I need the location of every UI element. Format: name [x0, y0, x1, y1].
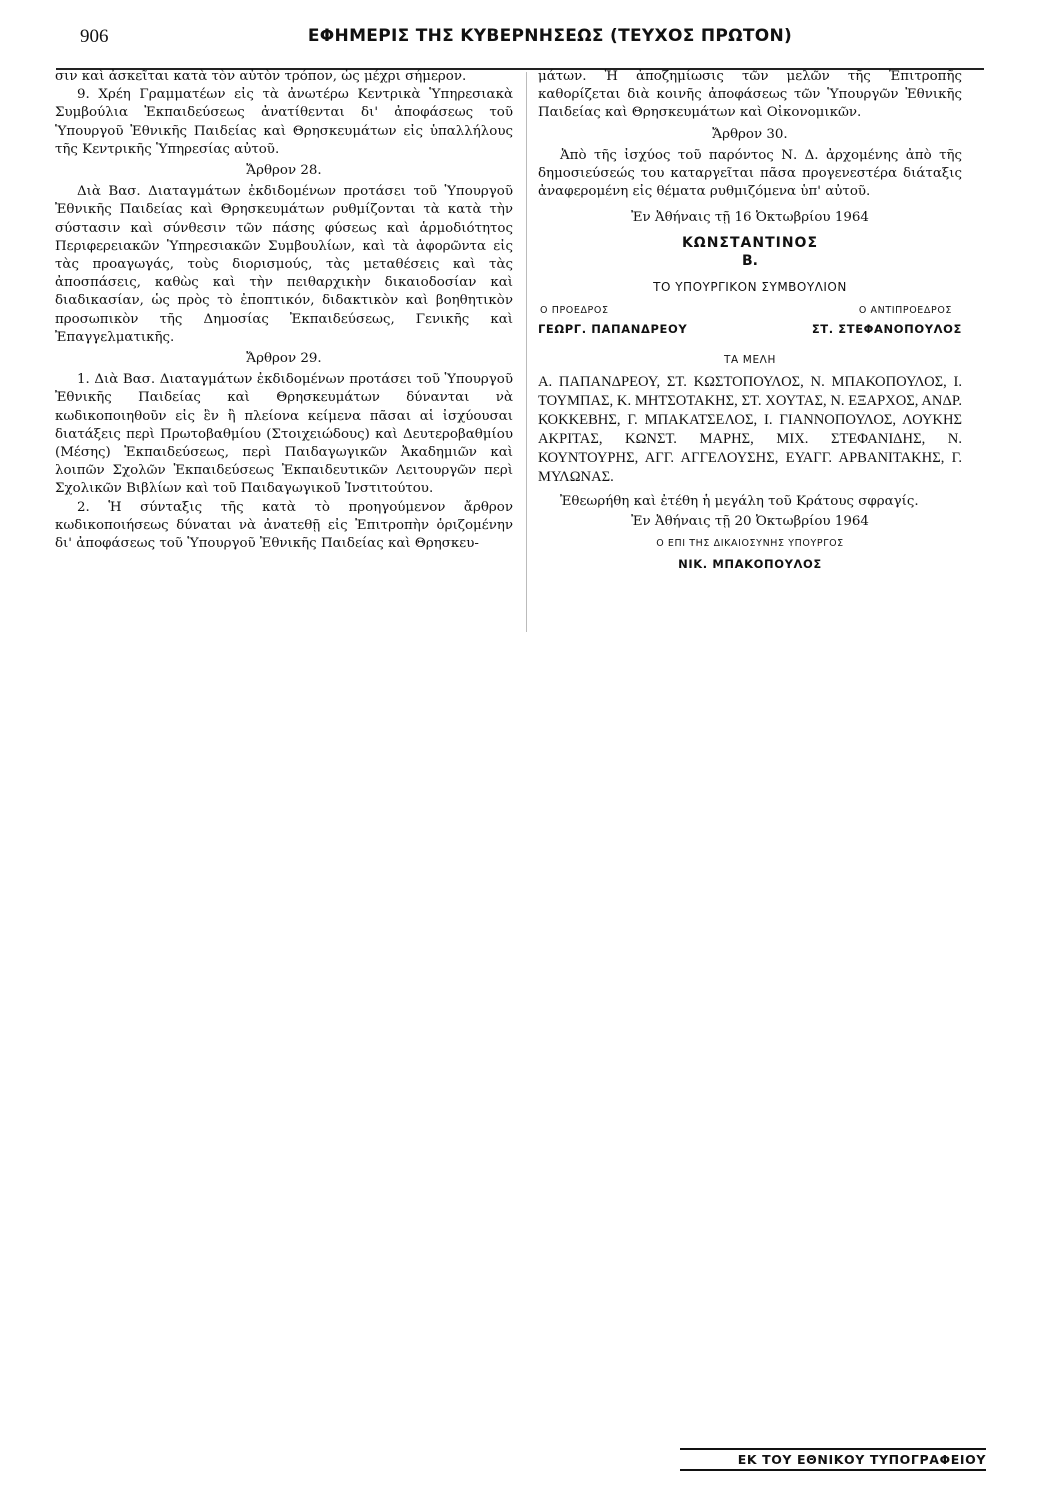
printer-imprint: ΕΚ ΤΟΥ ΕΘΝΙΚΟΥ ΤΥΠΟΓΡΑΦΕΙΟΥ — [737, 1452, 986, 1467]
seal-date: Ἐν Ἀθήναις τῇ 20 Ὀκτωβρίου 1964 — [631, 514, 869, 530]
page-header — [56, 22, 984, 62]
king-title: Β. — [742, 252, 758, 269]
page-number: 906 — [80, 26, 109, 47]
continuation-paragraph-right: μάτων. Ἡ ἀποζημίωσις τῶν μελῶν τῆς Ἐπιτροπῆς καθορίζεται διὰ κοινῆς ἀποφάσεως τῶν Ὑπουργῶν Ἐθνικῆς Παιδείας καὶ Θρησκευμάτων καὶ Οἰκονομικῶν. — [538, 69, 962, 121]
item-9-paragraph: 9. Χρέη Γραμματέων εἰς τὰ ἀνωτέρω Κεντρικὰ Ὑπηρεσιακὰ Συμβούλια Ἐκπαιδεύσεως ἀνατίθενται δι' ἀποφάσεως τοῦ Ὑπουργοῦ Ἐθνικῆς Παιδείας καὶ Θρησκευμάτων εἰς ὑπαλλήλους τῆς Κεντρικῆς Ὑπηρεσίας αὐτοῦ. — [55, 87, 513, 157]
signing-date: Ἐν Ἀθήναις τῇ 16 Ὀκτωβρίου 1964 — [631, 210, 869, 226]
footer-rule-bottom — [680, 1469, 986, 1471]
column-divider — [526, 72, 527, 632]
footer-rule-top — [680, 1448, 986, 1450]
president-name: ΓΕΩΡΓ. ΠΑΠΑΝΔΡΕΟΥ — [538, 322, 688, 337]
gazette-title: ΕΦΗΜΕΡΙΣ ΤΗΣ ΚΥΒΕΡΝΗΣΕΩΣ (ΤΕΥΧΟΣ ΠΡΩΤΟΝ) — [307, 26, 793, 46]
seal-statement: Ἐθεωρήθη καὶ ἐτέθη ἡ μεγάλη τοῦ Κράτους σφραγίς. — [560, 493, 919, 509]
article-30-text: Ἀπὸ τῆς ἰσχύος τοῦ παρόντος Ν. Δ. ἀρχομένης ἀπὸ τῆς δημοσιεύσεώς του καταργεῖται πᾶσα προγενεστέρα διάταξις ἀναφερομένη εἰς θέματα ρυθμιζόμενα ὑπ' αὐτοῦ. — [538, 147, 962, 200]
article-28-title: Ἄρθρον 28. — [246, 163, 322, 179]
continuation-paragraph: σιν καὶ ἀσκεῖται κατὰ τὸν αὐτὸν τρόπον, ὡς μέχρι σήμερον. — [55, 69, 467, 84]
left-column — [55, 68, 513, 553]
minister-title: Ο ΕΠΙ ΤΗΣ ΔΙΚΑΙΟΣΥΝΗΣ ΥΠΟΥΡΓΟΣ — [656, 538, 844, 550]
council-officers-labels — [538, 302, 962, 320]
members-list: Α. ΠΑΠΑΝΔΡΕΟΥ, ΣΤ. ΚΩΣΤΟΠΟΥΛΟΣ, Ν. ΜΠΑΚΟΠΟΥΛΟΣ, Ι. ΤΟΥΜΠΑΣ, Κ. ΜΗΤΣΟΤΑΚΗΣ, ΣΤ. ΧΟΥΤΑΣ, Ν. ΕΞΑΡΧΟΣ, ΑΝΔΡ. ΚΟΚΚΕΒΗΣ, Γ. ΜΠΑΚΑΤΣΕΛΟΣ, Ι. ΓΙΑΝΝΟΠΟΥΛΟΣ, ΛΟΥΚΗΣ ΑΚΡΙΤΑΣ, ΚΩΝΣΤ. ΜΑΡΗΣ, ΜΙΧ. ΣΤΕΦΑΝΙΔΗΣ, Ν. ΚΟΥΝΤΟΥΡΗΣ, ΑΓΓ. ΑΓΓΕΛΟΥΣΗΣ, ΕΥΑΓΓ. ΑΡΒΑΝΙΤΑΚΗΣ, Γ. ΜΥΛΩΝΑΣ. — [538, 373, 962, 485]
right-column — [538, 68, 962, 574]
council-officers-names — [538, 320, 962, 338]
president-label: Ο ΠΡΟΕΔΡΟΣ — [540, 305, 609, 317]
article-29-title: Ἄρθρον 29. — [246, 351, 322, 367]
king-name: ΚΩΝΣΤΑΝΤΙΝΟΣ — [681, 234, 819, 251]
article-29-paragraph-1: 1. Διὰ Βασ. Διαταγμάτων ἐκδιδομένων προτάσει τοῦ Ὑπουργοῦ Ἐθνικῆς Παιδείας καὶ Θρησκευμάτων δύνανται νὰ κωδικοποιηθοῦν εἰς ἓν ἢ πλείονα κείμενα πᾶσαι αἱ ἰσχύουσαι διατάξεις περὶ Πρωτοβαθμίου (Στοιχειώδους) καὶ Δευτεροβαθμίου (Μέσης) Ἐκπαιδεύσεως, περὶ Παιδαγωγικῶν Ἀκαδημιῶν καὶ λοιπῶν Σχολῶν Ἐκπαιδεύσεως Ἐκπαιδευτικῶν Λειτουργῶν περὶ Σχολικῶν Βιβλίων καὶ τοῦ Παιδαγωγικοῦ Ἰνστιτούτου. — [55, 372, 513, 497]
article-28-text: Διὰ Βασ. Διαταγμάτων ἐκδιδομένων προτάσει τοῦ Ὑπουργοῦ Ἐθνικῆς Παιδείας καὶ Θρησκευμάτων ρυθμίζονται τὰ κατὰ τὴν σύστασιν καὶ σύνθεσιν τῶν πάσης φύσεως καὶ ἁρμοδιότητος Περιφερειακῶν Ὑπηρεσιακῶν Συμβουλίων, καὶ τὰ ἀφορῶντα εἰς τὰς προαγωγάς, τοὺς διορισμούς, τὰς μεταθέσεις καὶ τὰς ἀποσπάσεις, καθὼς καὶ τὴν πειθαρχικὴν δικαιοδοσίαν καὶ διαδικασίαν, ὡς πρὸς τὸ ἐποπτικόν, διδακτικὸν καὶ βοηθητικὸν προσωπικὸν τῆς Δημοσίας Ἐκπαιδεύσεως, Γενικῆς καὶ Ἐπαγγελματικῆς. — [55, 184, 513, 345]
article-29-paragraph-2: 2. Ἡ σύνταξις τῆς κατὰ τὸ προηγούμενον ἄρθρον κωδικοποιήσεως δύναται νὰ ἀνατεθῇ εἰς Ἐπιτροπὴν ὁριζομένην δι' ἀποφάσεως τοῦ Ὑπουργοῦ Ἐθνικῆς Παιδείας καὶ Θρησκευ- — [55, 499, 513, 552]
vice-president-label: Ο ΑΝΤΙΠΡΟΕΔΡΟΣ — [858, 305, 952, 317]
council-title: ΤΟ ΥΠΟΥΡΓΙΚΟΝ ΣΥΜΒΟΥΛΙΟΝ — [653, 280, 847, 295]
article-30-title: Ἄρθρον 30. — [712, 126, 788, 142]
minister-name: ΝΙΚ. ΜΠΑΚΟΠΟΥΛΟΣ — [678, 557, 822, 572]
members-title: ΤΑ ΜΕΛΗ — [724, 353, 776, 366]
vice-president-name: ΣΤ. ΣΤΕΦΑΝΟΠΟΥΛΟΣ — [811, 322, 962, 337]
